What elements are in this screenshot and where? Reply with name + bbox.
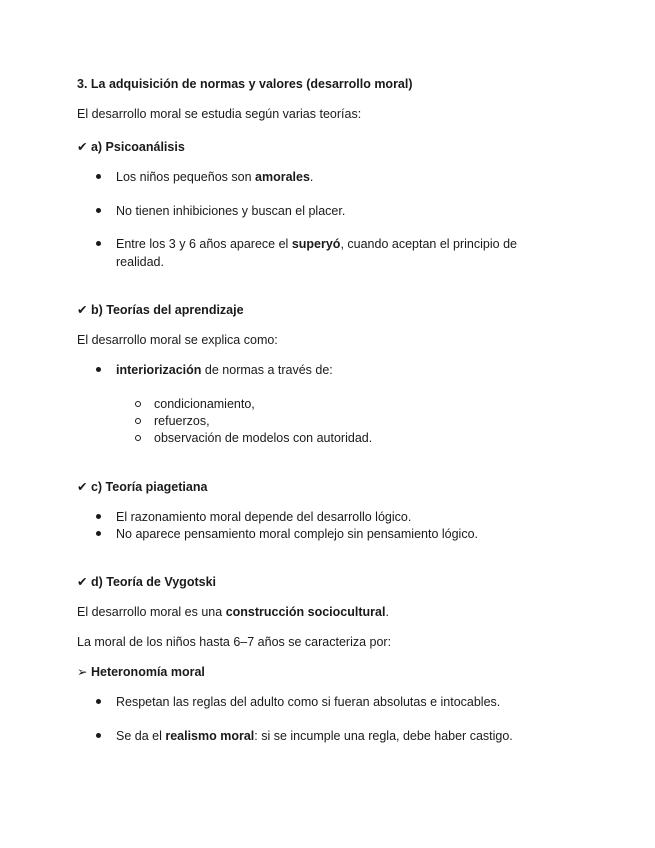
- bullet-icon: [96, 203, 104, 219]
- heading-psicoanalisis: [77, 139, 185, 155]
- heading-heteronomia: [77, 664, 205, 680]
- sub-list-item: condicionamiento,: [154, 397, 255, 411]
- list-item: No tienen inhibiciones y buscan el placer.: [116, 204, 346, 218]
- list-item: El razonamiento moral depende del desarrollo lógico.: [116, 510, 412, 524]
- sub-list-item: refuerzos,: [154, 414, 210, 428]
- heading-aprendizaje: [77, 302, 244, 318]
- aprendizaje-intro: El desarrollo moral se explica como:: [77, 333, 278, 347]
- list-item-continuation: realidad.: [116, 255, 164, 269]
- heading-psicoanalisis-label: a) Psicoanálisis: [90, 140, 185, 154]
- sub-bullet-icon: [135, 396, 143, 412]
- vygotski-paragraph-2: La moral de los niños hasta 6–7 años se caracteriza por:: [77, 635, 392, 649]
- bullet-icon: [96, 169, 104, 185]
- bullet-icon: [96, 728, 104, 744]
- vygotski-paragraph: El desarrollo moral es una construcción sociocultural.: [77, 605, 389, 619]
- list-item: No aparece pensamiento moral complejo sin pensamiento lógico.: [116, 527, 479, 541]
- sub-bullet-icon: [135, 430, 143, 446]
- heading-piaget: [77, 479, 207, 495]
- check-icon: ✔: [77, 575, 88, 589]
- sub-bullet-icon: [135, 413, 143, 429]
- sub-list-item: observación de modelos con autoridad.: [154, 431, 373, 445]
- arrow-icon: ➢: [77, 665, 88, 679]
- bullet-icon: [96, 526, 104, 542]
- list-item: interiorización de normas a través de:: [116, 363, 333, 377]
- bullet-icon: [96, 509, 104, 525]
- bullet-icon: [96, 362, 104, 378]
- heading-vygotski-label: d) Teoría de Vygotski: [90, 575, 216, 589]
- list-item: Los niños pequeños son amorales.: [116, 170, 314, 184]
- list-item: Respetan las reglas del adulto como si fueran absolutas e intocables.: [116, 695, 501, 709]
- bullet-icon: [96, 236, 104, 252]
- check-icon: ✔: [77, 140, 88, 154]
- intro-paragraph: El desarrollo moral se estudia según varias teorías:: [77, 107, 362, 121]
- heading-heteronomia-label: Heteronomía moral: [90, 665, 205, 679]
- heading-piaget-label: c) Teoría piagetiana: [90, 480, 208, 494]
- list-item: Se da el realismo moral: si se incumple una regla, debe haber castigo.: [116, 729, 513, 743]
- section-title: 3. La adquisición de normas y valores (desarrollo moral): [77, 77, 413, 91]
- heading-aprendizaje-label: b) Teorías del aprendizaje: [90, 303, 244, 317]
- bullet-icon: [96, 694, 104, 710]
- list-item: Entre los 3 y 6 años aparece el superyó, cuando aceptan el principio de: [116, 237, 517, 251]
- check-icon: ✔: [77, 480, 88, 494]
- heading-vygotski: [77, 574, 216, 590]
- check-icon: ✔: [77, 303, 88, 317]
